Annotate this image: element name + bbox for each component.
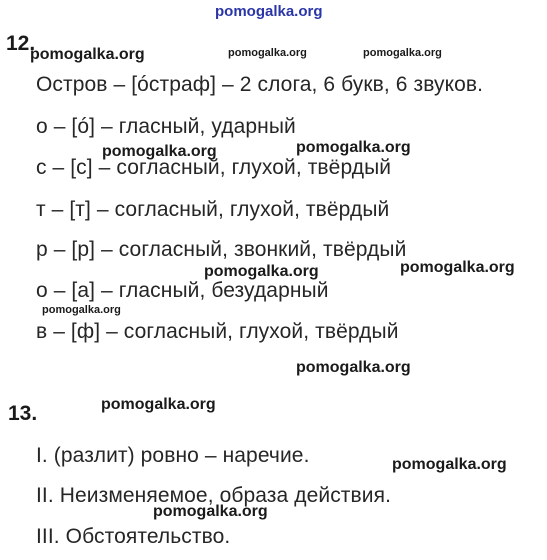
watermark: pomogalka.org [153,503,268,520]
task-12-number: 12. [6,32,36,55]
task-12-line: р – [р] – согласный, звонкий, твёрдый [36,238,407,261]
watermark: pomogalka.org [42,304,121,316]
task-13-line: II. Неизменяемое, образа действия. [36,484,392,507]
task-12-line: т – [т] – согласный, глухой, твёрдый [36,198,390,221]
watermark: pomogalka.org [30,46,145,63]
watermark: pomogalka.org [296,359,411,376]
watermark: pomogalka.org [392,456,507,473]
task-12-line: о – [ó] – гласный, ударный [36,115,296,138]
watermark: pomogalka.org [400,259,515,276]
watermark: pomogalka.org [204,263,319,280]
task-12-line: с – [с] – согласный, глухой, твёрдый [36,156,392,179]
watermark: pomogalka.org [102,143,217,160]
watermark: pomogalka.org [101,396,216,413]
watermark-top: pomogalka.org [215,3,323,20]
task-12-line: о – [а] – гласный, безударный [36,279,329,302]
watermark: pomogalka.org [228,47,307,59]
task-13-line: I. (разлит) ровно – наречие. [36,444,310,467]
task-12-line: Остров – [óстраф] – 2 слога, 6 букв, 6 звуков. [36,73,484,96]
task-12-line: в – [ф] – согласный, глухой, твёрдый [36,320,399,343]
watermark: pomogalka.org [363,47,442,59]
task-13-line: III. Обстоятельство. [36,525,231,548]
task-13-number: 13. [8,402,38,425]
watermark: pomogalka.org [296,139,411,156]
